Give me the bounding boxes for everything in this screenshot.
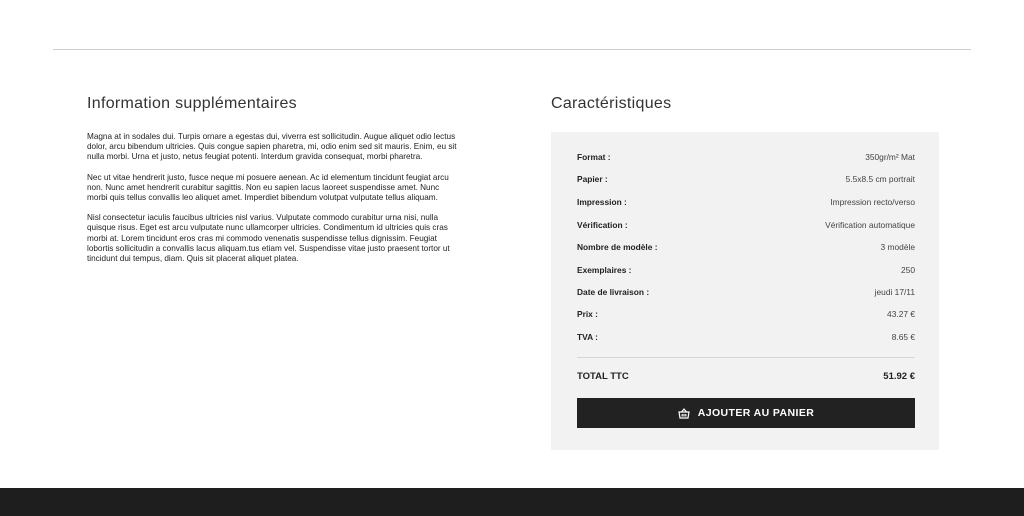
spec-value: 350gr/m² Mat <box>865 152 915 162</box>
add-to-cart-label: AJOUTER AU PANIER <box>697 407 815 419</box>
spec-label: Nombre de modèle : <box>577 242 658 252</box>
spec-label: Format : <box>577 152 611 162</box>
add-to-cart-button[interactable] <box>577 398 915 428</box>
spec-label: Papier : <box>577 174 608 184</box>
info-paragraph: Nec ut vitae hendrerit justo, fusce neque mi posuere aenean. Ac id elementum tincidunt feugiat arcu non. Nunc amet hendrerit curabitur sagittis. Non eu sapien lacus laoreet suspendisse amet. Nunc morbi quis tellus convallis leo aliquet amet. Imperdiet bibendum volutpat vulputate tellus aliquam. <box>87 172 449 203</box>
spec-value: jeudi 17/11 <box>874 287 915 297</box>
specs-panel <box>551 132 939 450</box>
spec-row-impression <box>577 196 915 208</box>
info-paragraph: Magna at in sodales dui. Turpis ornare a egestas dui, viverra est sollicitudin. Augue aliquet odio lectus dolor, arcu bibendum ultricies. Quis congue sapien pharetra, mi, odio enim sed sit mauris. Enim, eu sit nulla morbi. Urna et justo, netus feugiat potenti. Interdum gravida consequat, morbi pharetra. <box>87 132 457 162</box>
spec-value: 5.5x8.5 cm portrait <box>845 174 915 184</box>
spec-row-tva <box>577 331 915 343</box>
spec-row-exemplaires <box>577 264 915 276</box>
spec-row-verification <box>577 219 915 231</box>
spec-row-format <box>577 151 915 163</box>
info-paragraph: Nisl consectetur iaculis faucibus ultricies nisl varius. Vulputate commodo curabitur urna nisi, nulla quisque risus. Eget est arcu vulputate nunc ullamcorper ultricies. Condimentum id ultricies quis cras morbi at. Lorem tincidunt eros cras mi commodo venenatis suspendisse tellus dignissim. Feugiat lobortis sollicitudin a convallis lacus aliquam.tus etiam vel. Suspendisse vitae justo praesent tortor ut tincidunt dui tempus, diam. Quis sit placerat aliquet platea. <box>87 213 450 264</box>
spec-value: 250 <box>901 265 915 275</box>
footer-bar <box>0 488 1024 516</box>
top-divider <box>53 49 971 50</box>
basket-icon <box>678 408 690 419</box>
info-section <box>87 94 459 264</box>
spec-label: Exemplaires : <box>577 265 632 275</box>
spec-label: Prix : <box>577 309 598 319</box>
spec-value: 3 modèle <box>880 242 915 252</box>
spec-value: Vérification automatique <box>825 220 915 230</box>
spec-row-papier <box>577 173 915 185</box>
spec-value: 43.27 € <box>887 309 915 319</box>
info-title: Information supplémentaires <box>87 95 297 112</box>
total-divider <box>577 357 915 358</box>
spec-row-date-livraison <box>577 286 915 298</box>
spec-value: Impression recto/verso <box>830 197 915 207</box>
spec-label: TVA : <box>577 332 598 342</box>
spec-row-nombre-modele <box>577 241 915 253</box>
spec-row-prix <box>577 308 915 320</box>
specs-title: Caractéristiques <box>551 95 672 112</box>
spec-label: Vérification : <box>577 220 628 230</box>
total-value: 51.92 € <box>883 370 915 382</box>
spec-label: Impression : <box>577 197 627 207</box>
spec-value: 8.65 € <box>891 332 915 342</box>
spec-label: Date de livraison : <box>577 287 650 297</box>
total-label: TOTAL TTC <box>577 370 629 382</box>
total-row <box>577 369 915 383</box>
